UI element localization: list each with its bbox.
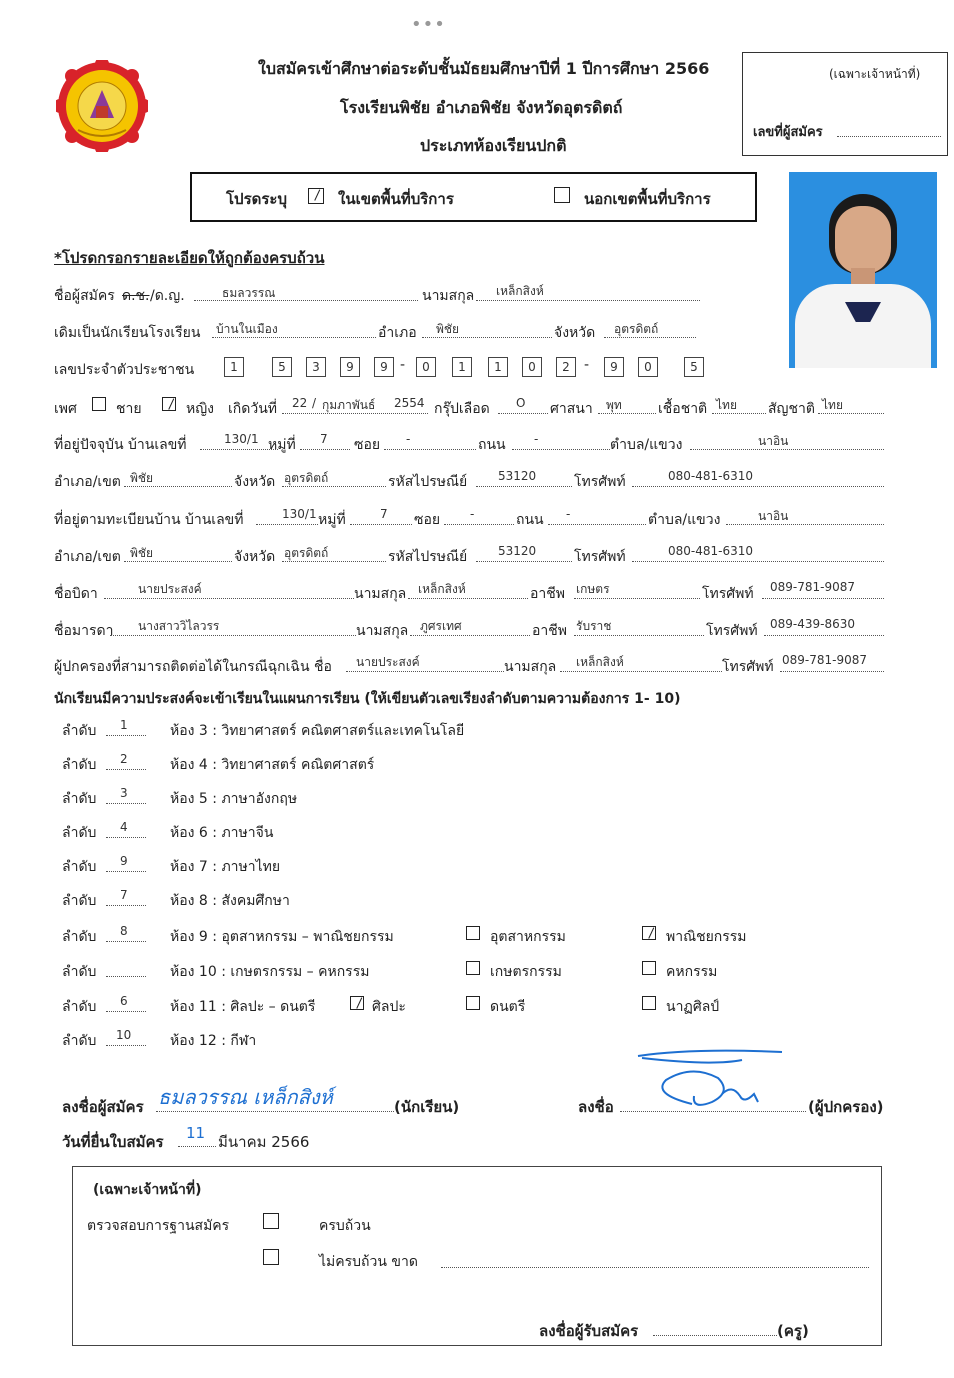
rank-value: 2	[120, 752, 128, 766]
reg-road-label: ถนน	[516, 512, 544, 528]
rank-field[interactable]	[106, 1011, 146, 1012]
option-checkbox[interactable]	[642, 996, 656, 1010]
rank-value: 3	[120, 786, 128, 800]
mother-label: ชื่อมารดา	[54, 623, 114, 639]
mother-job-value: รับราช	[576, 619, 612, 633]
school-name: โรงเรียนพิชัย อำเภอพิชัย จังหวัดอุตรดิตถ์	[340, 98, 623, 117]
reg-moo-label: หมู่ที่	[318, 512, 346, 528]
id-digit[interactable]: 0	[638, 357, 658, 377]
guardian-surname-value: เหล็กสิงห์	[576, 655, 624, 669]
reg-postcode-label: รหัสไปรษณีย์	[388, 549, 468, 565]
rank-field[interactable]	[106, 1045, 146, 1046]
nation-value: ไทย	[822, 398, 843, 412]
id-digit[interactable]: 0	[416, 357, 436, 377]
reg-phone-value: 080-481-6310	[668, 544, 754, 558]
mother-job-label: อาชีพ	[532, 623, 567, 639]
reg-phone-field[interactable]	[632, 561, 884, 562]
guardian-phone-field[interactable]	[780, 671, 884, 672]
reg-tambon-label: ตำบล/แขวง	[648, 512, 721, 528]
complete-checkbox[interactable]	[263, 1213, 279, 1229]
check-label: ตรวจสอบการฐานสมัคร	[87, 1218, 230, 1234]
reg-province-label: จังหวัด	[234, 549, 276, 565]
surname-label: นามสกุล	[422, 288, 475, 304]
rank-value: 8	[120, 924, 128, 938]
school-logo-emblem	[56, 60, 148, 152]
cur-amphoe-label: อำเภอ/เขต	[54, 474, 121, 490]
order-label: ลำดับ	[62, 791, 97, 807]
nation-label: สัญชาติ	[768, 401, 815, 417]
receiver-label: ลงชื่อผู้รับสมัคร	[539, 1322, 639, 1340]
prev-district-value: พิชัย	[436, 322, 460, 336]
religion-value: พุท	[606, 398, 622, 412]
female-label: หญิง	[186, 401, 214, 417]
cur-tambon-value: นาอิน	[758, 434, 789, 448]
cur-amphoe-value: พิชัย	[130, 471, 154, 485]
applicant-no-field[interactable]	[837, 136, 941, 137]
birth-label: เกิดวันที่	[228, 401, 278, 417]
id-digit[interactable]: 1	[452, 357, 472, 377]
cur-province-label: จังหวัด	[234, 474, 276, 490]
guardian-name-value: นายประสงค์	[356, 655, 420, 669]
cur-road-value: -	[534, 432, 539, 446]
room-label: ห้อง 10 : เกษตรกรรม – คหกรรม	[170, 964, 370, 980]
room-label: ห้อง 5 : ภาษาอังกฤษ	[170, 791, 298, 807]
order-label: ลำดับ	[62, 893, 97, 909]
mother-name-value: นางสาววิไลวรร	[138, 619, 220, 633]
rank-field[interactable]	[106, 803, 146, 804]
teacher-suffix: (ครู)	[777, 1322, 809, 1340]
date-rest: มีนาคม 2566	[218, 1133, 310, 1151]
order-label: ลำดับ	[62, 929, 97, 945]
id-digit[interactable]: 1	[224, 357, 244, 377]
out-zone-label: นอกเขตพื้นที่บริการ	[584, 190, 711, 208]
rank-value: 9	[120, 854, 128, 868]
preferences-heading: นักเรียนมีความประสงค์จะเข้าเรียนในแผนการเรียน (ให้เขียนตัวเลขเรียงลำดับตามความต้องการ 1- 10)	[54, 691, 681, 707]
id-digit[interactable]: 9	[374, 357, 394, 377]
out-zone-checkbox[interactable]	[554, 187, 570, 203]
reg-amphoe-value: พิชัย	[130, 546, 154, 560]
date-day-field[interactable]	[178, 1146, 216, 1147]
father-label: ชื่อบิดา	[54, 586, 98, 602]
prev-school-value: บ้านในเมือง	[216, 322, 278, 336]
room-label: ห้อง 8 : สังคมศึกษา	[170, 893, 290, 909]
rank-value: 1	[120, 718, 128, 732]
prev-school-label: เดิมเป็นนักเรียนโรงเรียน	[54, 325, 201, 341]
father-surname-label: นามสกุล	[354, 586, 407, 602]
reg-road-field[interactable]	[548, 524, 646, 525]
blood-value: O	[516, 396, 526, 410]
religion-label: ศาสนา	[550, 401, 593, 417]
birth-year: 2554	[394, 396, 425, 410]
reg-tambon-field[interactable]	[726, 524, 884, 525]
rank-field[interactable]	[106, 976, 146, 977]
guardian-suffix: (ผู้ปกครอง)	[808, 1098, 884, 1116]
name-label: ชื่อผู้สมัคร	[54, 288, 115, 304]
father-phone-value: 089-781-9087	[770, 580, 856, 594]
prev-province-value: อุตรดิตถ์	[614, 322, 659, 336]
reg-house-value: 130/1	[282, 507, 317, 521]
cur-postcode-field[interactable]	[476, 486, 572, 487]
first-name-value: ธมลวรรณ	[222, 286, 276, 300]
option-label: ดนตรี	[490, 999, 526, 1015]
cur-soi-value: -	[406, 432, 411, 446]
order-label: ลำดับ	[62, 825, 97, 841]
reg-soi-label: ซอย	[414, 512, 441, 528]
reg-road-value: -	[566, 507, 571, 521]
zone-box	[190, 172, 757, 222]
order-label: ลำดับ	[62, 859, 97, 875]
father-phone-label: โทรศัพท์	[702, 586, 754, 602]
receiver-field[interactable]	[653, 1335, 777, 1336]
prev-district-label: อำเภอ	[378, 325, 417, 341]
father-surname-value: เหล็กสิงห์	[418, 582, 466, 596]
cur-postcode-value: 53120	[498, 469, 537, 483]
mother-phone-label: โทรศัพท์	[706, 623, 758, 639]
rank-value: 4	[120, 820, 128, 834]
cur-moo-value: 7	[320, 432, 328, 446]
father-name-value: นายประสงค์	[138, 582, 202, 596]
race-value: ไทย	[716, 398, 737, 412]
male-label: ชาย	[116, 401, 142, 417]
cur-phone-label: โทรศัพท์	[574, 474, 626, 490]
sex-label: เพศ	[54, 401, 77, 417]
id-digit[interactable]: 1	[488, 357, 508, 377]
option-label: ศิลปะ	[372, 999, 406, 1015]
incomplete-label: ไม่ครบถ้วน ขาด	[319, 1254, 418, 1270]
cur-house-field[interactable]	[200, 449, 278, 450]
reg-postcode-field[interactable]	[476, 561, 572, 562]
mother-surname-value: ภูศรเทศ	[420, 619, 462, 633]
option-label: นาฏศิลป์	[666, 999, 720, 1015]
father-job-label: อาชีพ	[530, 586, 565, 602]
father-phone-field[interactable]	[762, 598, 884, 599]
more-dots: •••	[411, 14, 446, 35]
rank-field[interactable]	[106, 837, 146, 838]
id-digit[interactable]: 5	[272, 357, 292, 377]
reg-moo-value: 7	[380, 507, 388, 521]
id-digit[interactable]: 9	[340, 357, 360, 377]
room-label: ห้อง 9 : อุตสาหกรรม – พาณิชยกรรม	[170, 929, 394, 945]
officer-box	[742, 52, 948, 156]
missing-field[interactable]	[441, 1267, 869, 1268]
staff-box	[72, 1166, 882, 1346]
cur-phone-field[interactable]	[632, 486, 884, 487]
room-label: ห้อง 7 : ภาษาไทย	[170, 859, 281, 875]
room-label: ห้อง 12 : กีฬา	[170, 1033, 257, 1049]
staff-box-title: (เฉพาะเจ้าหน้าที่)	[93, 1182, 202, 1198]
surname-value: เหล็กสิงห์	[496, 284, 544, 298]
birth-month: กุมภาพันธ์	[322, 398, 376, 412]
zone-prefix: โปรดระบุ	[226, 190, 288, 208]
form-title: ใบสมัครเข้าศึกษาต่อระดับชั้นมัธยมศึกษาปีที่ 1 ปีการศึกษา 2566	[258, 59, 710, 78]
mother-surname-label: นามสกุล	[356, 623, 409, 639]
guardian-label: ผู้ปกครองที่สามารถติดต่อได้ในกรณีฉุกเฉิน ชื่อ	[54, 659, 332, 675]
reg-address-label: ที่อยู่ตามทะเบียนบ้าน บ้านเลขที่	[54, 512, 244, 528]
complete-label: ครบถ้วน	[319, 1218, 371, 1234]
cur-road-label: ถนน	[478, 437, 506, 453]
cur-moo-field[interactable]	[300, 449, 350, 450]
cur-tambon-label: ตำบล/แขวง	[610, 437, 683, 453]
applicant-sign-label: ลงชื่อผู้สมัคร	[62, 1098, 144, 1116]
option-label: เกษตรกรรม	[490, 964, 562, 980]
date-label: วันที่ยื่นใบสมัคร	[62, 1133, 164, 1151]
title-mr: ด.ช.	[122, 288, 150, 304]
reg-postcode-value: 53120	[498, 544, 537, 558]
cur-postcode-label: รหัสไปรษณีย์	[388, 474, 468, 490]
reg-soi-value: -	[470, 507, 475, 521]
cur-soi-field[interactable]	[384, 449, 476, 450]
option-label: คหกรรม	[666, 964, 718, 980]
reg-soi-field[interactable]	[444, 524, 514, 525]
room-label: ห้อง 11 : ศิลปะ – ดนตรี	[170, 999, 316, 1015]
rank-field[interactable]	[106, 735, 146, 736]
male-checkbox[interactable]	[92, 397, 106, 411]
guardian-surname-label: นามสกุล	[504, 659, 557, 675]
blood-label: กรุ๊ปเลือด	[434, 401, 490, 417]
rank-value: 6	[120, 994, 128, 1008]
cur-road-field[interactable]	[512, 449, 610, 450]
option-checkbox[interactable]	[642, 926, 656, 940]
guardian-sign-label: ลงชื่อ	[578, 1098, 614, 1116]
order-label: ลำดับ	[62, 757, 97, 773]
order-label: ลำดับ	[62, 1033, 97, 1049]
race-label: เชื้อชาติ	[658, 401, 708, 417]
id-digit[interactable]: 3	[306, 357, 326, 377]
option-label: อุตสาหกรรม	[490, 929, 566, 945]
student-suffix: (นักเรียน)	[394, 1098, 460, 1116]
id-label: เลขประจำตัวประชาชน	[54, 362, 195, 378]
cur-house-value: 130/1	[224, 432, 259, 446]
mother-phone-value: 089-439-8630	[770, 617, 856, 631]
order-label: ลำดับ	[62, 964, 97, 980]
birth-date: 22	[292, 396, 308, 410]
female-checkbox[interactable]	[162, 397, 176, 411]
incomplete-checkbox[interactable]	[263, 1249, 279, 1265]
rank-field[interactable]	[106, 769, 146, 770]
order-label: ลำดับ	[62, 999, 97, 1015]
cur-phone-value: 080-481-6310	[668, 469, 754, 483]
date-day-value: 11	[186, 1124, 206, 1142]
guardian-phone-value: 089-781-9087	[782, 653, 868, 667]
prev-province-label: จังหวัด	[554, 325, 596, 341]
id-dash: -	[400, 357, 406, 373]
rank-field[interactable]	[106, 905, 146, 906]
school-logo	[56, 60, 148, 152]
cur-province-value: อุตรดิตถ์	[284, 471, 329, 485]
option-checkbox[interactable]	[466, 961, 480, 975]
in-zone-checkbox[interactable]	[308, 188, 324, 204]
mother-phone-field[interactable]	[764, 635, 884, 636]
reg-phone-label: โทรศัพท์	[574, 549, 626, 565]
room-label: ห้อง 4 : วิทยาศาสตร์ คณิตศาสตร์	[170, 757, 375, 773]
guardian-phone-label: โทรศัพท์	[722, 659, 774, 675]
father-job-value: เกษตร	[576, 582, 610, 596]
order-label: ลำดับ	[62, 723, 97, 739]
blood-field[interactable]	[498, 413, 548, 414]
officer-box-label: (เฉพาะเจ้าหน้าที่)	[829, 67, 921, 81]
cur-address-label: ที่อยู่ปัจจุบัน บ้านเลขที่	[54, 437, 187, 453]
id-digit[interactable]: 0	[522, 357, 542, 377]
option-checkbox[interactable]	[642, 961, 656, 975]
reg-moo-field[interactable]	[350, 524, 412, 525]
room-label: ห้อง 3 : วิทยาศาสตร์ คณิตศาสตร์และเทคโนโลยี	[170, 723, 465, 739]
rank-field[interactable]	[106, 941, 146, 942]
applicant-photo	[789, 172, 937, 368]
rank-value: 10	[116, 1028, 132, 1042]
room-label: ห้อง 6 : ภาษาจีน	[170, 825, 274, 841]
rank-value: 7	[120, 888, 128, 902]
class-type: ประเภทห้องเรียนปกติ	[420, 136, 567, 155]
applicant-no-label: เลขที่ผู้สมัคร	[753, 125, 823, 140]
guardian-signature	[632, 1044, 792, 1114]
reg-province-value: อุตรดิตถ์	[284, 546, 329, 560]
applicant-signature: ธมลวรรณ เหล็กสิงห์	[158, 1085, 333, 1109]
option-checkbox[interactable]	[350, 996, 364, 1010]
reg-amphoe-label: อำเภอ/เขต	[54, 549, 121, 565]
option-label: พาณิชยกรรม	[666, 929, 747, 945]
cur-moo-label: หมู่ที่	[268, 437, 296, 453]
option-checkbox[interactable]	[466, 996, 480, 1010]
instruction: *โปรดกรอกรายละเอียดให้ถูกต้องครบถ้วน	[54, 249, 325, 267]
id-digit[interactable]: 5	[684, 357, 704, 377]
id-digit[interactable]: 9	[604, 357, 624, 377]
id-dash: -	[584, 357, 590, 373]
id-digit[interactable]: 2	[556, 357, 576, 377]
in-zone-label: ในเขตพื้นที่บริการ	[338, 190, 454, 208]
reg-tambon-value: นาอิน	[758, 509, 789, 523]
reg-house-field[interactable]	[256, 524, 318, 525]
cur-soi-label: ซอย	[354, 437, 381, 453]
rank-field[interactable]	[106, 871, 146, 872]
option-checkbox[interactable]	[466, 926, 480, 940]
title-miss: /ด.ญ.	[150, 288, 185, 304]
